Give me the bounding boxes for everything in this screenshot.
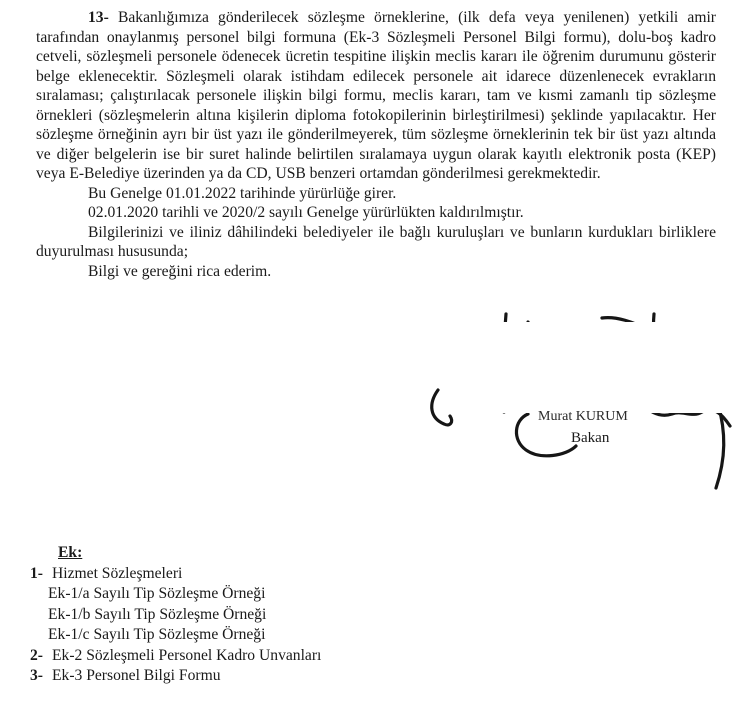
attachment-item: Ek-1/a Sayılı Tip Sözleşme Örneği: [48, 585, 266, 602]
attachment-item: 3- Ek-3 Personel Bilgi Formu: [30, 667, 221, 684]
circular-body: [36, 8, 716, 281]
attachments-list: [30, 564, 321, 687]
announcement-paragraph: Bilgilerinizi ve iliniz dâhilindeki belediyeler ile bağlı kuruluşları ve bunların kurdukları birliklere duyurulması hususunda;: [36, 223, 716, 260]
attachments-heading: Ek:: [58, 544, 83, 561]
effective-date-line: Bu Genelge 01.01.2022 tarihinde yürürlüğe girer.: [88, 184, 397, 202]
attachment-item: Ek-1/c Sayılı Tip Sözleşme Örneği: [48, 626, 266, 643]
paragraph-13-text: Bakanlığımıza gönderilecek sözleşme örneklerine, (ilk defa veya yenilenen) yetkili amir tarafından onaylanmış personel bilgi formuna (Ek-3 Sözleşmeli Personel Bilgi formu), dolu-boş kadro cetveli, sözleşmeli personele ödenecek ücretin tespitine ilişkin meclis kararı ile öğrenim durumunu gösterir belge eklenecektir. Sözleşmeli olarak istihdam edilecek personele ait idarece düzenlenecek evrakların sıralaması; çalıştırılacak personele ilişkin bilgi formu, meclis kararı, tam ve kısmi zamanlı tip sözleşme örnekleri (sözleşmelerin altına kişilerin diploma fotokopilerinin birleştirilmesi) şeklinde yapılacaktır. Her sözleşme örneğinin ayrı bir üst yazı ile gönderilmeyerek, tüm sözleşme örneklerinin tek bir üst yazı altında ve diğer belgelerin ise bir suret halinde belirtilen sıralamaya uygun olarak kayıtlı elektronik posta (KEP) veya E-Belediye üzerinden ya da CD, USB benzeri ortamdan gönderilmesi gerekmektedir.: [36, 9, 716, 182]
signer-name: Murat KURUM: [538, 409, 628, 424]
attachment-item: 1- Hizmet Sözleşmeleri: [30, 564, 183, 582]
signer-title: Bakan: [571, 430, 610, 446]
repeal-line: 02.01.2020 tarihli ve 2020/2 sayılı Genelge yürürlükten kaldırılmıştır.: [88, 204, 524, 221]
redaction-box: [449, 322, 749, 413]
attachments-section: [30, 543, 321, 687]
attachment-item: 2- Ek-2 Sözleşmeli Personel Kadro Unvanları: [30, 646, 322, 664]
paragraph-13: [36, 8, 716, 184]
closing-line: Bilgi ve gereğini rica ederim.: [88, 262, 272, 280]
attachment-item: Ek-1/b Sayılı Tip Sözleşme Örneği: [48, 605, 267, 623]
paragraph-number: 13-: [88, 9, 109, 26]
